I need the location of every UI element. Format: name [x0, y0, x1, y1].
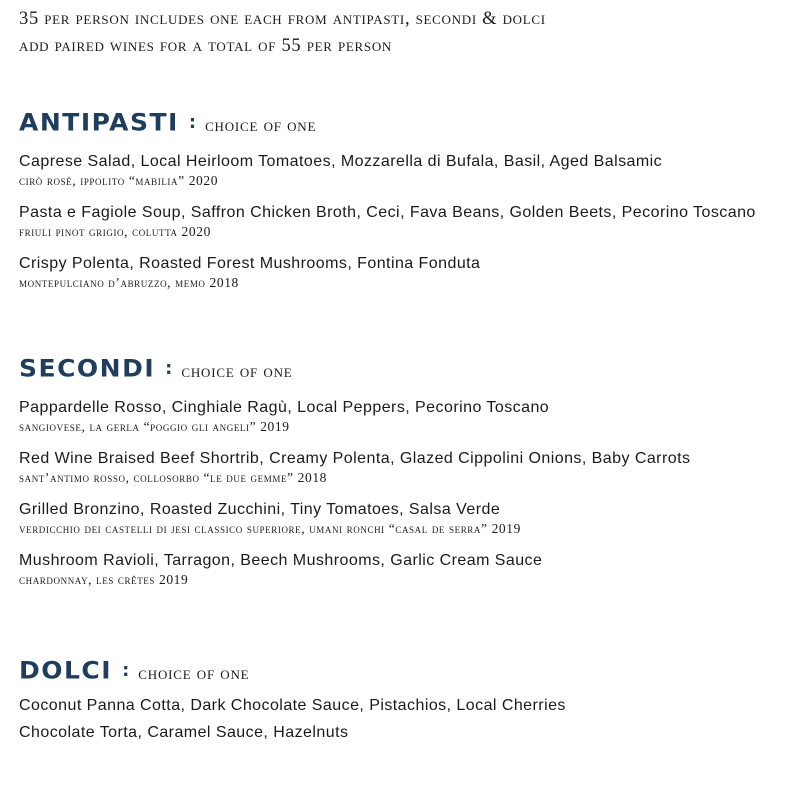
menu-intro — [19, 6, 546, 60]
dish-name: Grilled Bronzino, Roasted Zucchini, Tiny Tomatoes, Salsa Verde — [19, 501, 501, 518]
section-antipasti — [19, 108, 784, 293]
menu-item — [19, 449, 784, 488]
dish-name: Red Wine Braised Beef Shortrib, Creamy Polenta, Glazed Cippolini Onions, Baby Carrots — [19, 450, 691, 467]
dish-name: Chocolate Torta, Caramel Sauce, Hazelnuts — [19, 724, 349, 741]
menu-item — [19, 398, 784, 437]
menu-item — [19, 723, 784, 742]
section-separator: : — [122, 660, 130, 681]
menu-item — [19, 500, 784, 539]
section-subtitle: choice of one — [181, 361, 293, 381]
menu-item — [19, 551, 784, 590]
dish-name: Caprese Salad, Local Heirloom Tomatoes, Mozzarella di Bufala, Basil, Aged Balsamic — [19, 153, 663, 170]
dish-name: Coconut Panna Cotta, Dark Chocolate Sauce, Pistachios, Local Cherries — [19, 697, 566, 714]
section-header — [19, 354, 784, 386]
wine-pairing: chardonnay, les crêtes 2019 — [19, 572, 189, 587]
section-subtitle: choice of one — [205, 115, 317, 135]
wine-pairing: friuli pinot grigio, colutta 2020 — [19, 224, 211, 239]
wine-pairing: sant’antimo rosso, collosorbo “le due gemme” 2018 — [19, 470, 328, 485]
section-title: ANTIPASTI — [19, 108, 179, 137]
dish-name: Pappardelle Rosso, Cinghiale Ragù, Local Peppers, Pecorino Toscano — [19, 399, 550, 416]
wine-pairing-line: add paired wines for a total of 55 per person — [19, 36, 393, 56]
menu-item — [19, 203, 784, 242]
wine-pairing: montepulciano d’abruzzo, memo 2018 — [19, 275, 239, 290]
section-subtitle: choice of one — [138, 663, 250, 683]
menu-item — [19, 254, 784, 293]
menu-item — [19, 696, 784, 715]
dish-name: Pasta e Fagiole Soup, Saffron Chicken Broth, Ceci, Fava Beans, Golden Beets, Pecorino Toscano — [19, 204, 756, 221]
dish-name: Mushroom Ravioli, Tarragon, Beech Mushrooms, Garlic Cream Sauce — [19, 552, 543, 569]
section-header — [19, 656, 784, 688]
wine-pairing: sangiovese, la gerla “poggio gli angeli” 2019 — [19, 419, 290, 434]
section-title: DOLCI — [19, 656, 113, 685]
section-separator: : — [188, 112, 197, 133]
menu-item — [19, 152, 784, 191]
section-separator: : — [165, 358, 173, 379]
dish-name: Crispy Polenta, Roasted Forest Mushrooms, Fontina Fonduta — [19, 255, 481, 272]
section-secondi — [19, 354, 784, 590]
section-header — [19, 108, 784, 140]
section-title: SECONDI — [19, 354, 156, 383]
wine-pairing: cirò rosé, ippolito “mabilia” 2020 — [19, 173, 219, 188]
price-line: 35 per person includes one each from antipasti, secondi & dolci — [19, 9, 546, 29]
section-dolci — [19, 656, 784, 742]
wine-pairing: verdicchio dei castelli di jesi classico superiore, umani ronchi “casal de serra” 2019 — [19, 521, 521, 536]
